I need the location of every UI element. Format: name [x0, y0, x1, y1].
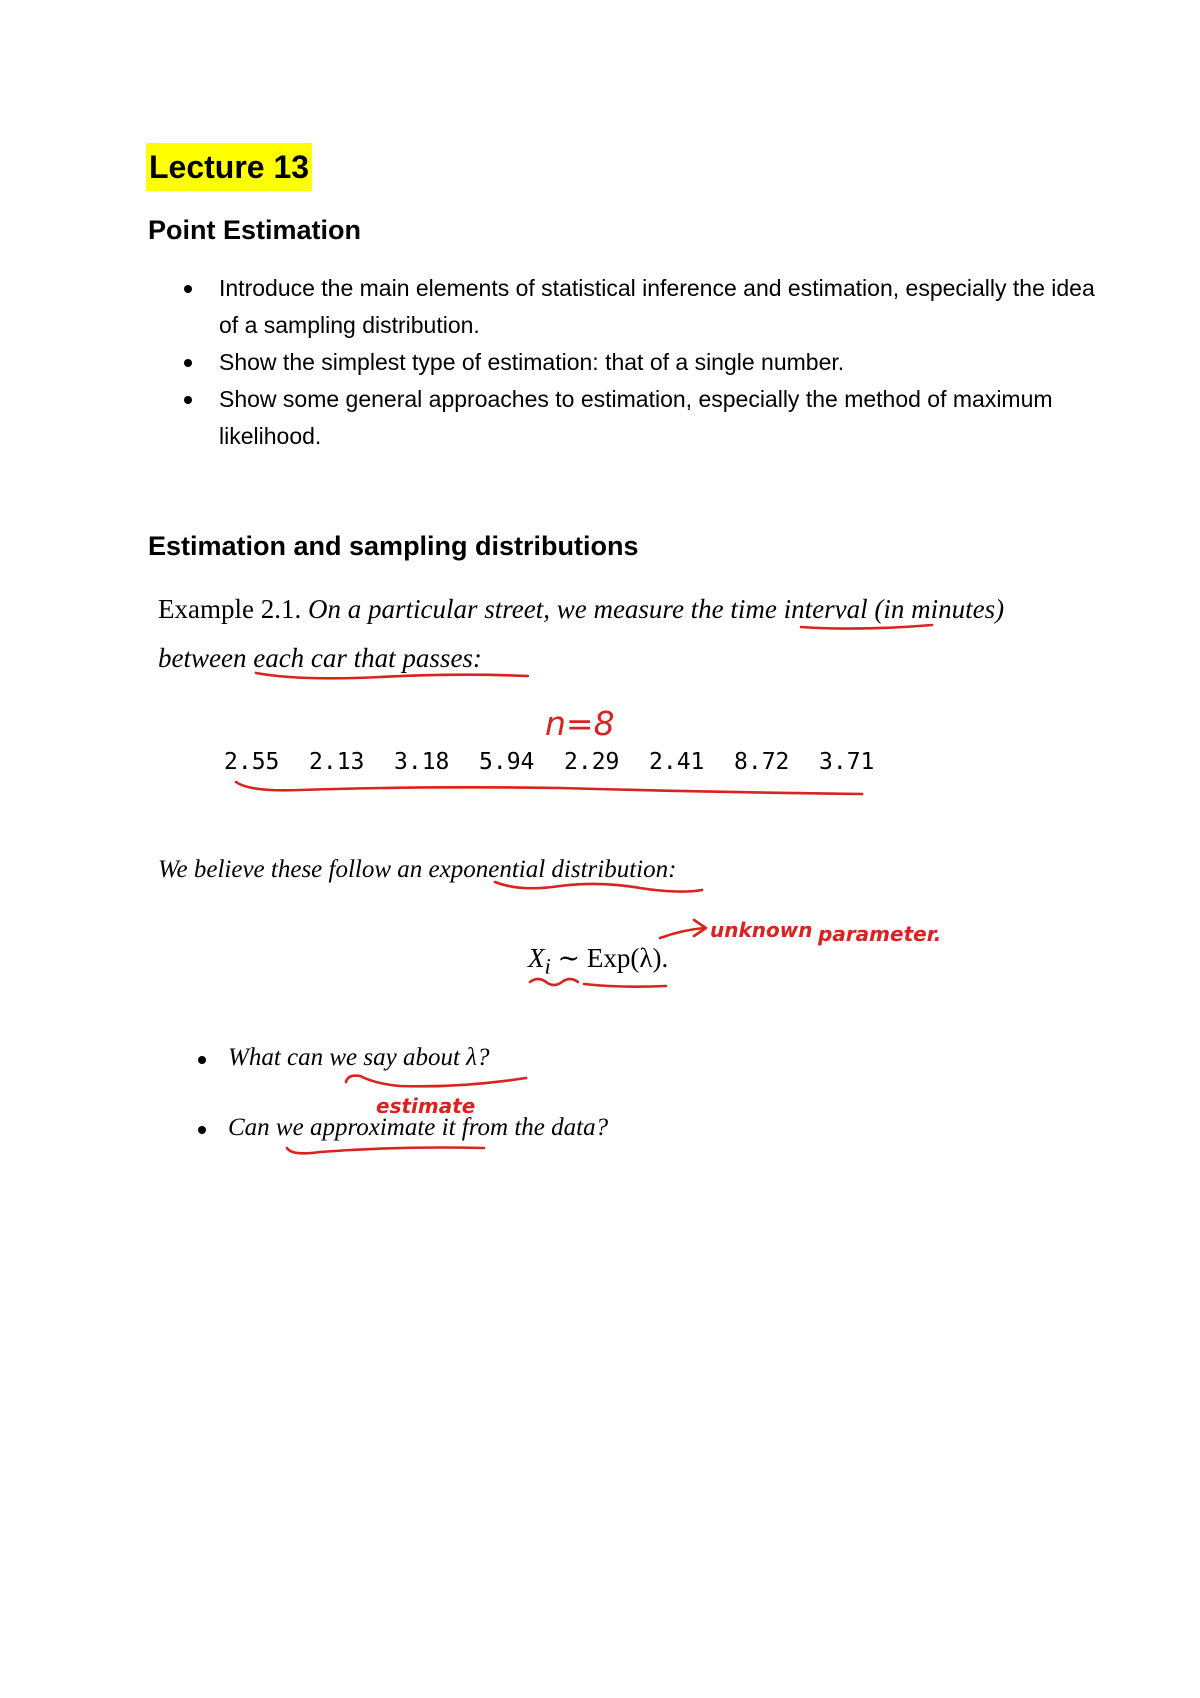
data-value: 3.71	[819, 749, 875, 775]
annotation-parameter: parameter.	[818, 922, 942, 946]
data-value: 2.13	[309, 749, 365, 775]
list-item: Introduce the main elements of statistical inference and estimation, especially the idea of a sampling distribution.	[180, 270, 1100, 344]
data-value: 2.29	[564, 749, 620, 775]
data-values	[224, 742, 904, 782]
formula-subscript: i	[544, 953, 551, 979]
data-value: 2.41	[649, 749, 705, 775]
formula-variable: X	[528, 943, 545, 973]
formula-rest: ∼ Exp(λ).	[550, 943, 669, 973]
list-item: Show some general approaches to estimation, especially the method of maximum likelihood.	[180, 381, 1100, 455]
data-value: 3.18	[394, 749, 450, 775]
section-title-estimation: Estimation and sampling distributions	[148, 531, 639, 561]
example-text: On a particular street, we measure the time interval (in minutes) between each car that passes:	[158, 594, 1005, 673]
data-value: 5.94	[479, 749, 535, 775]
annotation-sample-size: n=8	[545, 704, 615, 743]
example-label: Example 2.1.	[158, 594, 302, 624]
distribution-statement: We believe these follow an exponential distribution:	[158, 856, 677, 883]
underline-data-values	[236, 782, 862, 794]
annotation-unknown: unknown	[710, 918, 813, 942]
distribution-formula	[528, 940, 668, 984]
lecture-title: Lecture 13	[146, 143, 312, 191]
underline-formula	[584, 984, 666, 987]
objectives-list	[180, 270, 1100, 455]
section-title-point-estimation: Point Estimation	[148, 215, 362, 245]
list-item: Can we approximate it from the data?	[196, 1110, 608, 1180]
example-block	[158, 585, 1068, 683]
list-item: What can we say about λ?	[196, 1040, 608, 1110]
data-value: 2.55	[224, 749, 280, 775]
annotation-estimate: estimate	[376, 1094, 476, 1118]
arrow-to-parameter	[660, 920, 706, 938]
list-item: Show the simplest type of estimation: that of a single number.	[180, 344, 1100, 381]
data-value: 8.72	[734, 749, 790, 775]
